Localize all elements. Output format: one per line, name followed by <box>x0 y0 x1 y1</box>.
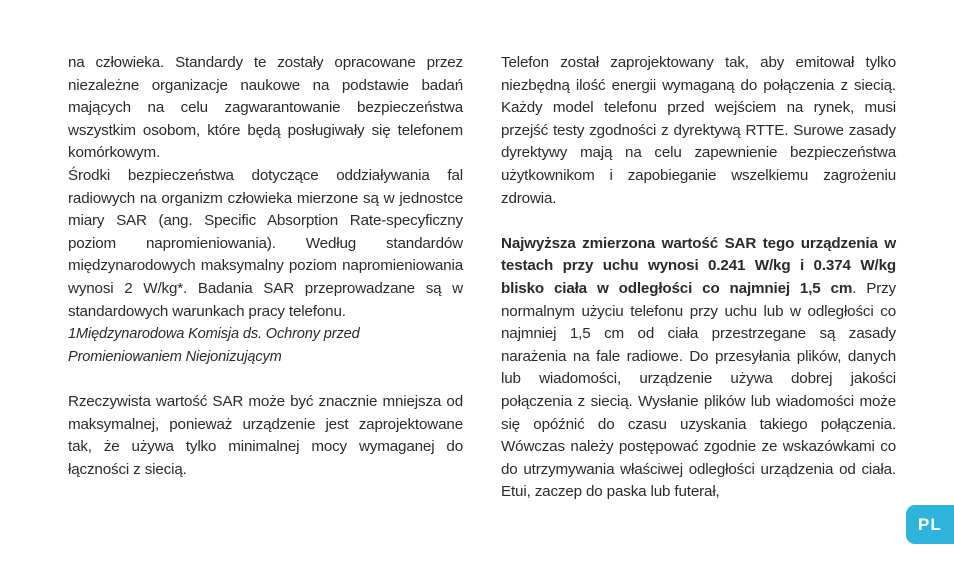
footnote: 1Międzynarodowa Komisja ds. Ochrony przed Promieniowaniem Niejonizującym <box>68 326 360 365</box>
right-column <box>501 52 896 504</box>
right-paragraph-2 <box>501 233 896 504</box>
right-paragraph-2-rest: . Przy normalnym użyciu telefonu przy uchu lub w odległości co najmniej 1,5 cm od ciała przestrzegane są zasady narażenia na fale radiowe. Do przesyłania plików, danych lub wiadomości, urządzenie używa dobrej jakości połączenia z siecią. Wysłanie plików lub wiadomości może się opóźnić do czasu uzyskania takiego połączenia. Wówczas należy postępować zgodnie ze wskazówkami co do utrzymywania właściwej odległości urządzenia od ciała. Etui, zaczep do paska lub futerał, <box>501 279 896 501</box>
left-paragraph-2: Środki bezpieczeństwa dotyczące oddziaływania fal radiowych na organizm człowieka mierzone są w jednostce miary SAR (ang. Specific Absorption Rate-specyficzny poziom napromieniowania). Według standardów międzynarodowych maksymalny poziom napromieniowania wynosi 2 W/kg*. Badania SAR przeprowadzane są w standardowych warunkach pracy telefonu. <box>68 166 463 320</box>
left-column <box>68 52 463 481</box>
sar-values-text: Najwyższa zmierzona wartość SAR tego urządzenia w testach przy uchu wynosi 0.241 W/kg i 0.374 W/kg blisko ciała w odległości co najmniej 1,5 cm <box>501 234 896 297</box>
left-paragraph-1: na człowieka. Standardy te zostały opracowane przez niezależne organizacje naukowe na podstawie badań mających na celu zagwarantowanie bezpieczeństwa wszystkim osobom, które będą posługiwały się telefonem komórkowym. <box>68 54 463 162</box>
left-paragraph-3: Rzeczywista wartość SAR może być znacznie mniejsza od maksymalnej, ponieważ urządzenie jest zaprojektowane tak, że używa tylko minimalnej mocy wymaganej do łączności z siecią. <box>68 392 463 478</box>
language-tab: PL <box>906 505 954 544</box>
right-paragraph-1: Telefon został zaprojektowany tak, aby emitował tylko niezbędną ilość energii wymaganą do połączenia z siecią. Każdy model telefonu przed wejściem na rynek, musi przejść testy zgodności z dyrektywą RTTE. Surowe zasady dyrektywy mają na celu zapewnienie bezpieczeństwa użytkownikom i zapobieganie wszelkiemu zagrożeniu zdrowia. <box>501 54 896 207</box>
